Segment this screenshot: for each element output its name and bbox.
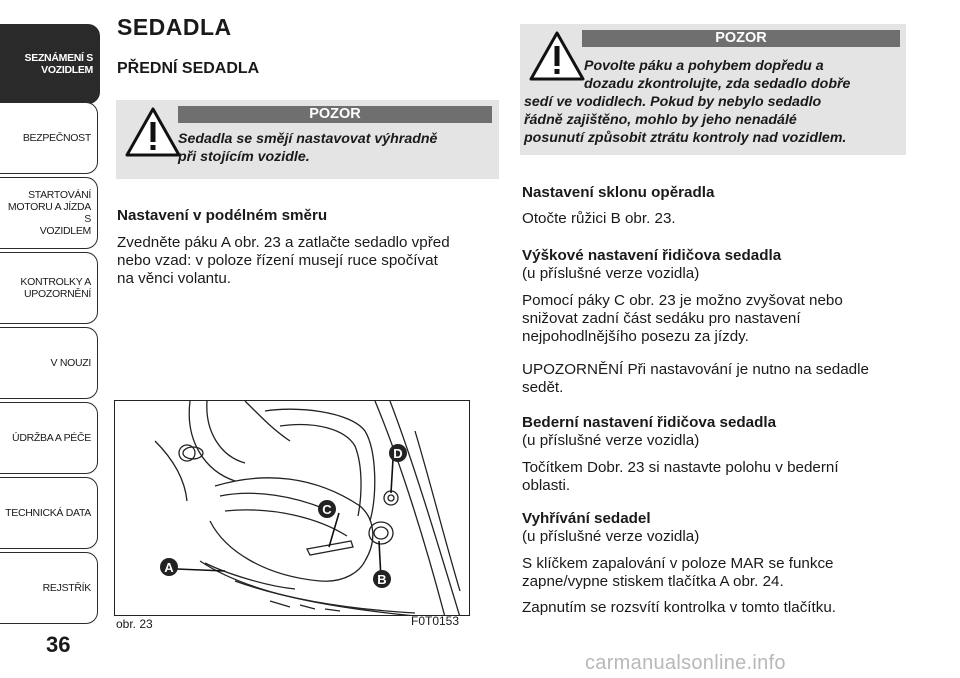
lumbar-heading: Bederní nastavení řidičova sedadla	[522, 414, 777, 431]
callout-c	[318, 500, 336, 518]
seat-illustration	[115, 401, 470, 616]
svg-text:C: C	[322, 502, 332, 517]
warning-label: POZOR	[178, 106, 492, 123]
backrest-body: Otočte růžici B obr. 23.	[522, 210, 676, 227]
warning-text: Sedadla se smějí nastavovat výhradně při stojícím vozidle.	[178, 131, 438, 165]
page-number: 36	[46, 632, 71, 657]
tab-v-nouzi[interactable]: V NOUZI	[0, 327, 98, 399]
svg-text:D: D	[393, 446, 403, 461]
height-heading: Výškové nastavení řidičova sedadla	[522, 247, 782, 264]
heating-body: S klíčkem zapalování v poloze MAR se funkce zapne/vypne stiskem tlačítka A obr. 24.	[522, 555, 834, 590]
seat-figure	[114, 400, 470, 616]
warning-text-full: sedí ve vodidlech. Pokud by nebylo sedadlo řádně zajištěno, mohlo by jeho nenadálé posunutí způsobit ztrátu kontroly nad vozidlem.	[524, 94, 847, 146]
longitudinal-heading: Nastavení v podélném směru	[117, 207, 328, 224]
svg-text:B: B	[377, 572, 387, 587]
callout-a	[160, 558, 178, 576]
tab-bezpecnost[interactable]: BEZPEČNOST	[0, 102, 98, 174]
heating-heading: Vyhřívání sedadel	[522, 510, 651, 527]
tab-kontrolky[interactable]: KONTROLKY A UPOZORNĚNÍ	[0, 252, 98, 324]
note-text: UPOZORNĚNÍ Při nastavování je nutno na sedadle sedět.	[522, 361, 869, 396]
figure-caption: obr. 23	[116, 617, 153, 631]
svg-text:A: A	[164, 560, 174, 575]
warning-text-indented: Povolte páku a pohybem dopředu a dozadu zkontrolujte, zda sedadlo dobře	[584, 58, 851, 92]
tab-startovani[interactable]: STARTOVÁNÍ MOTORU A JÍZDA S VOZIDLEM	[0, 177, 98, 249]
tab-technicka-data[interactable]: TECHNICKÁ DATA	[0, 477, 98, 549]
lumbar-body: Točítkem Dobr. 23 si nastavte polohu v bederní oblasti.	[522, 459, 839, 494]
heating-sub: (u příslušné verze vozidla)	[522, 528, 700, 545]
tab-seznameni[interactable]: SEZNÁMENÍ S VOZIDLEM	[0, 24, 100, 104]
tab-rejstrik[interactable]: REJSTŘÍK	[0, 552, 98, 624]
watermark: carmanualsonline.info	[585, 652, 786, 674]
warning-triangle-icon	[124, 106, 182, 158]
warning-box-left	[116, 100, 499, 179]
section-title: PŘEDNÍ SEDADLA	[117, 60, 260, 77]
warning-box-right	[520, 24, 906, 155]
heating-body-2: Zapnutím se rozsvítí kontrolka v tomto tlačítku.	[522, 599, 836, 616]
warning-triangle-icon	[528, 30, 586, 82]
height-body: Pomocí páky C obr. 23 je možno zvyšovat nebo snižovat zadní část sedáku pro nastavení nejpohodlnějšího posezu za jízdy.	[522, 292, 843, 345]
tab-udrzba[interactable]: ÚDRŽBA A PÉČE	[0, 402, 98, 474]
figure-code: F0T0153	[411, 614, 460, 628]
longitudinal-body: Zvedněte páku A obr. 23 a zatlačte sedadlo vpřed nebo vzad: v poloze řízení musejí ruce spočívat na věnci volantu.	[117, 234, 450, 287]
callout-b	[373, 570, 391, 588]
height-sub: (u příslušné verze vozidla)	[522, 265, 700, 282]
page-title: SEDADLA	[117, 14, 232, 40]
warning-label: POZOR	[582, 30, 900, 47]
callout-d	[389, 444, 407, 462]
lumbar-sub: (u příslušné verze vozidla)	[522, 432, 700, 449]
backrest-heading: Nastavení sklonu opěradla	[522, 184, 715, 201]
